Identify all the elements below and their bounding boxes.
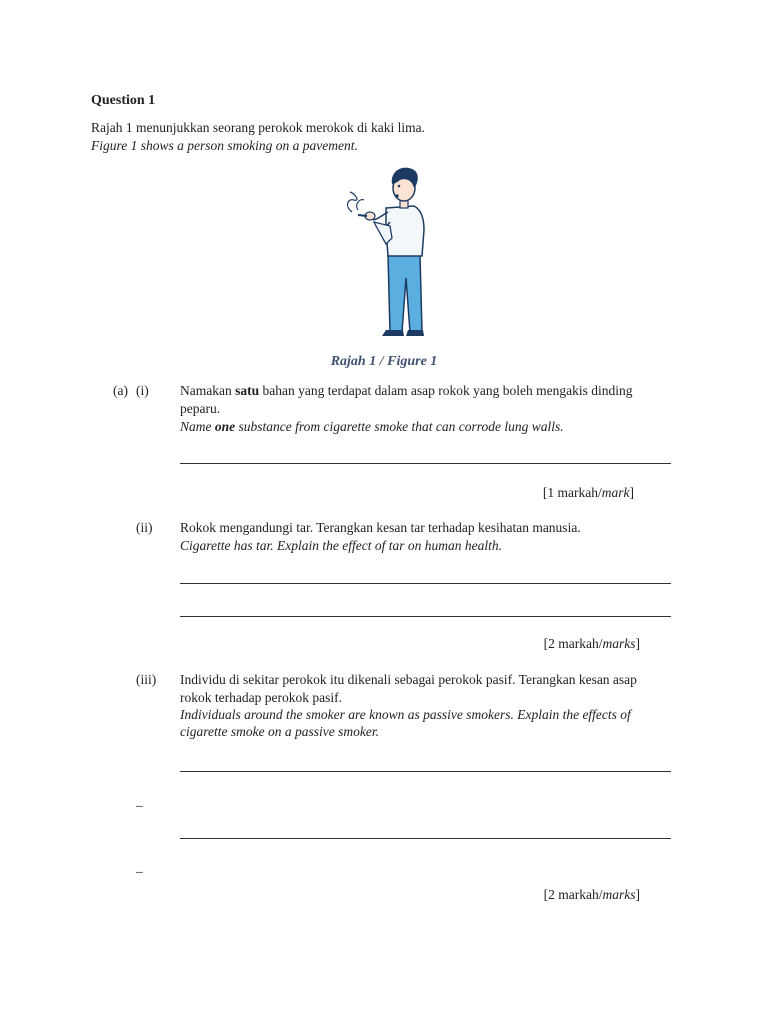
smoker-illustration (330, 160, 440, 342)
sub-iii-label: (iii) (136, 672, 157, 687)
sub-iii-english-line1: Individuals around the smoker are known as passive smokers. Explain the effects of (180, 707, 631, 722)
sub-i-malay (180, 382, 633, 400)
intro-english: Figure 1 shows a person smoking on a pavement. (91, 138, 358, 153)
text-run: marks (602, 636, 636, 651)
text-run: marks (602, 887, 636, 902)
sub-ii-malay: Rokok mengandungi tar. Terangkan kesan tar terhadap kesihatan manusia. (180, 520, 581, 535)
figure-caption: Rajah 1 / Figure 1 (330, 354, 438, 369)
answer-line[interactable] (180, 463, 671, 464)
sub-ii-marks (544, 635, 640, 653)
text-run: Name (180, 419, 215, 434)
sub-ii-english: Cigarette has tar. Explain the effect of tar on human health. (180, 538, 502, 553)
dash-mark: _ (136, 793, 143, 808)
text-run: mark (601, 485, 630, 500)
sub-i-label: (i) (136, 383, 149, 398)
bold-term: satu (235, 383, 260, 398)
answer-line[interactable] (180, 616, 671, 617)
text-run: [2 markah/ (543, 636, 603, 651)
sub-i-malay-line2: peparu. (180, 401, 221, 416)
dash-mark: _ (136, 859, 143, 874)
bold-term: one (214, 419, 236, 434)
answer-line[interactable] (180, 838, 671, 839)
sub-iii-english-line2: cigarette smoke on a passive smoker. (180, 724, 379, 739)
text-run: [1 markah/ (542, 485, 602, 500)
part-a-label: (a) (113, 383, 128, 398)
sub-i-marks (543, 484, 634, 502)
text-run: substance from cigarette smoke that can corrode lung walls. (235, 419, 564, 434)
sub-iii-marks (544, 886, 640, 904)
sub-iii-malay-line1: Individu di sekitar perokok itu dikenali sebagai perokok pasif. Terangkan kesan asap (180, 672, 637, 687)
text-run: ] (635, 887, 640, 902)
intro-malay: Rajah 1 menunjukkan seorang perokok merokok di kaki lima. (91, 120, 426, 135)
text-run: Namakan (180, 383, 236, 398)
text-run: ] (629, 485, 634, 500)
answer-line[interactable] (180, 771, 671, 772)
question-title: Question 1 (91, 93, 156, 108)
sub-ii-label: (ii) (136, 520, 153, 535)
sub-iii-malay-line2: rokok terhadap perokok pasif. (180, 690, 342, 705)
sub-i-english (180, 418, 564, 436)
text-run: ] (635, 636, 640, 651)
text-run: bahan yang terdapat dalam asap rokok yang boleh mengakis dinding (259, 383, 633, 398)
answer-line[interactable] (180, 583, 671, 584)
text-run: [2 markah/ (543, 887, 603, 902)
